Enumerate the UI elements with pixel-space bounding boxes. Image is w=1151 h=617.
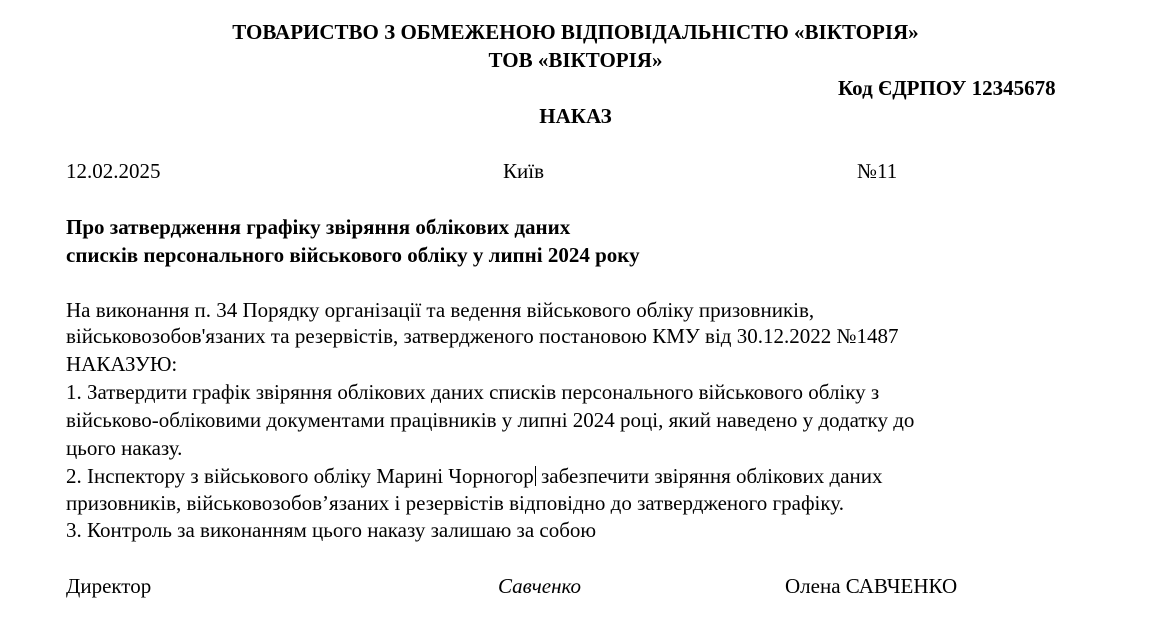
signature-handwritten: Савченко <box>498 574 582 598</box>
company-short-name: ТОВ «ВІКТОРІЯ» <box>488 48 663 72</box>
document-type-title: НАКАЗ <box>539 104 612 128</box>
preamble-line-1: На виконання п. 34 Порядку організації та ведення військового обліку призовників, <box>66 298 815 322</box>
item-2-line-2: призовників, військовозобов’язаних і резервістів відповідно до затвердженого графіку. <box>66 491 844 515</box>
subject-line-1: Про затвердження графіку звіряння облікових даних <box>66 215 571 239</box>
order-city: Київ <box>503 159 544 183</box>
item-1-line-1: 1. Затвердити графік звіряння облікових даних списків персонального військового обліку з <box>66 380 880 404</box>
signature-name: Олена САВЧЕНКО <box>785 574 958 598</box>
preamble-line-2: військовозобов'язаних та резервістів, затвердженого постановою КМУ від 30.12.2022 №1487 <box>66 324 899 348</box>
text-cursor <box>535 466 536 486</box>
item-1-line-2: військово-обліковими документами працівників у липні 2024 році, який наведено у додатку до <box>66 408 915 432</box>
item-3: 3. Контроль за виконанням цього наказу залишаю за собою <box>66 518 597 542</box>
order-word: НАКАЗУЮ: <box>66 352 178 376</box>
order-number: №11 <box>857 159 898 183</box>
signature-position: Директор <box>66 574 152 598</box>
item-2-text-before-cursor: 2. Інспектору з військового обліку Марині Чорногор <box>66 464 534 488</box>
company-full-name: ТОВАРИСТВО З ОБМЕЖЕНОЮ ВІДПОВІДАЛЬНІСТЮ «ВІКТОРІЯ» <box>232 20 919 44</box>
item-2-text-after-cursor: забезпечити звіряння облікових даних <box>541 464 883 488</box>
item-1-line-3: цього наказу. <box>66 436 183 460</box>
order-date: 12.02.2025 <box>66 159 161 183</box>
subject-line-2: списків персонального військового обліку у липні 2024 року <box>66 243 640 267</box>
edrpou-code: Код ЄДРПОУ 12345678 <box>838 76 1056 100</box>
item-2-line-1[interactable] <box>66 463 883 490</box>
